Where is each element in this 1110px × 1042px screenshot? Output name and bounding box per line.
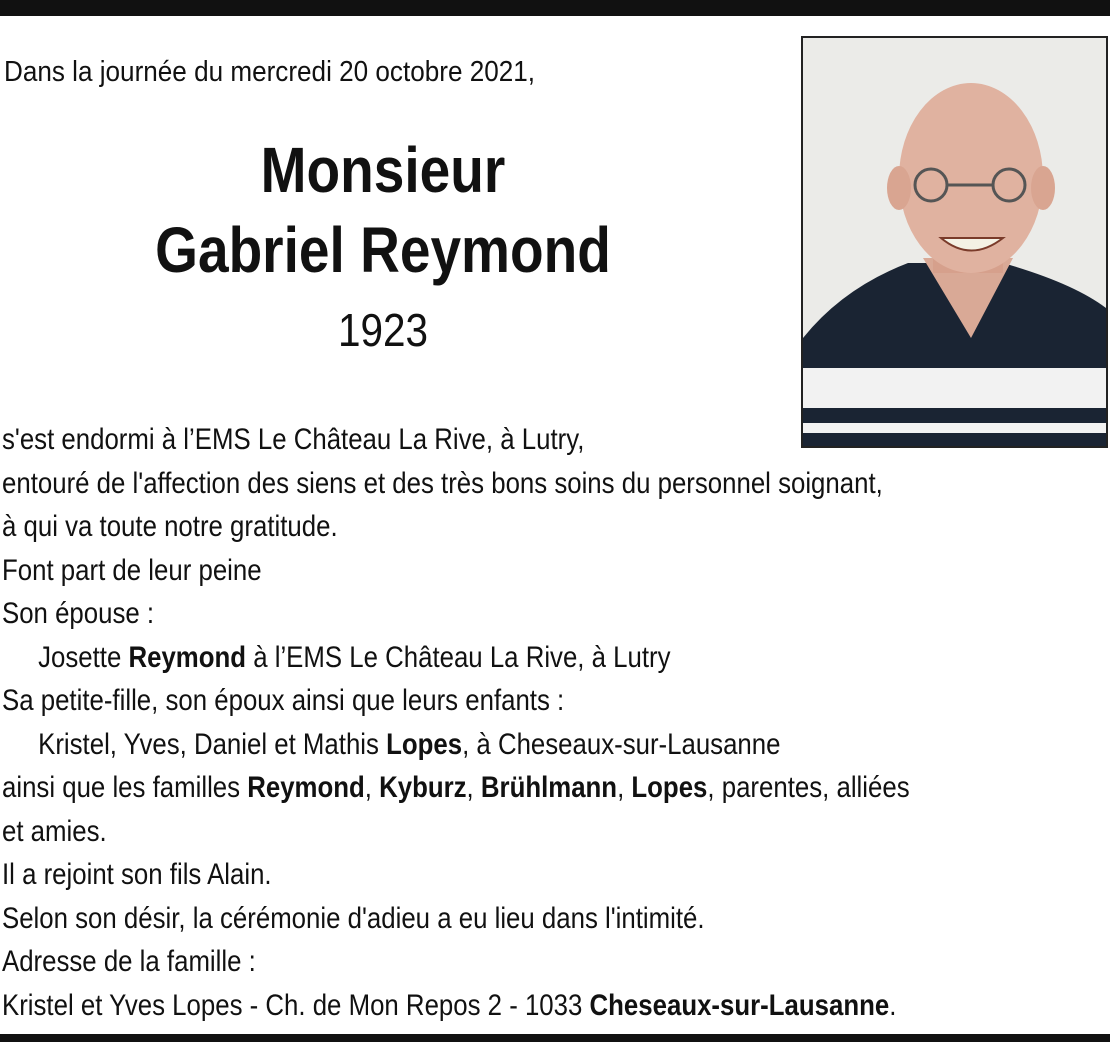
portrait-photo-icon	[803, 38, 1106, 446]
families-intro: ainsi que les familles	[2, 771, 248, 804]
deceased-name: Gabriel Reymond	[155, 214, 611, 286]
families-line	[2, 766, 910, 810]
address-end: .	[889, 988, 897, 1022]
separator: ,	[617, 771, 632, 804]
text-line: Il a rejoint son fils Alain.	[2, 858, 272, 891]
text-line: et amies.	[2, 814, 107, 848]
text-line: Son épouse :	[2, 597, 155, 630]
grandchildren-surname: Lopes	[386, 727, 463, 761]
portrait-photo	[801, 36, 1108, 448]
family-name: Brühlmann	[480, 771, 618, 804]
spouse-surname: Reymond	[128, 640, 247, 674]
address-text: Kristel et Yves Lopes - Ch. de Mon Repos 2 - 1033	[2, 988, 590, 1022]
birth-year: 1923	[337, 304, 429, 356]
bottom-rule	[0, 1034, 1110, 1042]
text-line: à qui va toute notre gratitude.	[2, 510, 338, 543]
spouse-line	[2, 636, 910, 680]
name-block	[0, 130, 766, 360]
honorific: Monsieur	[260, 134, 506, 206]
text-line: Font part de leur peine	[2, 553, 262, 587]
family-name: Lopes	[631, 771, 708, 804]
spouse-location: à l’EMS Le Château La Rive, à Lutry	[246, 640, 671, 674]
spouse-first-name: Josette	[38, 640, 129, 674]
family-name: Kyburz	[379, 771, 467, 804]
text-line: Sa petite-fille, son époux ainsi que leurs enfants :	[2, 684, 565, 717]
grandchildren-line	[2, 723, 910, 767]
separator: ,	[466, 771, 481, 804]
text-line: s'est endormi à l’EMS Le Château La Rive, à Lutry,	[2, 423, 585, 456]
intro-line: Dans la journée du mercredi 20 octobre 2021,	[4, 56, 536, 88]
separator: ,	[364, 771, 380, 804]
text-line: entouré de l'affection des siens et des très bons soins du personnel soignant,	[2, 466, 883, 500]
grandchildren-location: , à Cheseaux-sur-Lausanne	[462, 727, 781, 761]
grandchildren-names: Kristel, Yves, Daniel et Mathis	[38, 727, 387, 761]
obituary-text	[2, 418, 910, 1027]
family-name: Reymond	[247, 771, 365, 804]
families-rest: , parentes, alliées	[707, 771, 910, 804]
text-line: Selon son désir, la cérémonie d'adieu a eu lieu dans l'intimité.	[2, 901, 705, 935]
address-city: Cheseaux-sur-Lausanne	[589, 988, 890, 1022]
text-line: Adresse de la famille :	[2, 945, 256, 978]
address-line	[2, 984, 910, 1028]
top-rule	[0, 0, 1110, 16]
